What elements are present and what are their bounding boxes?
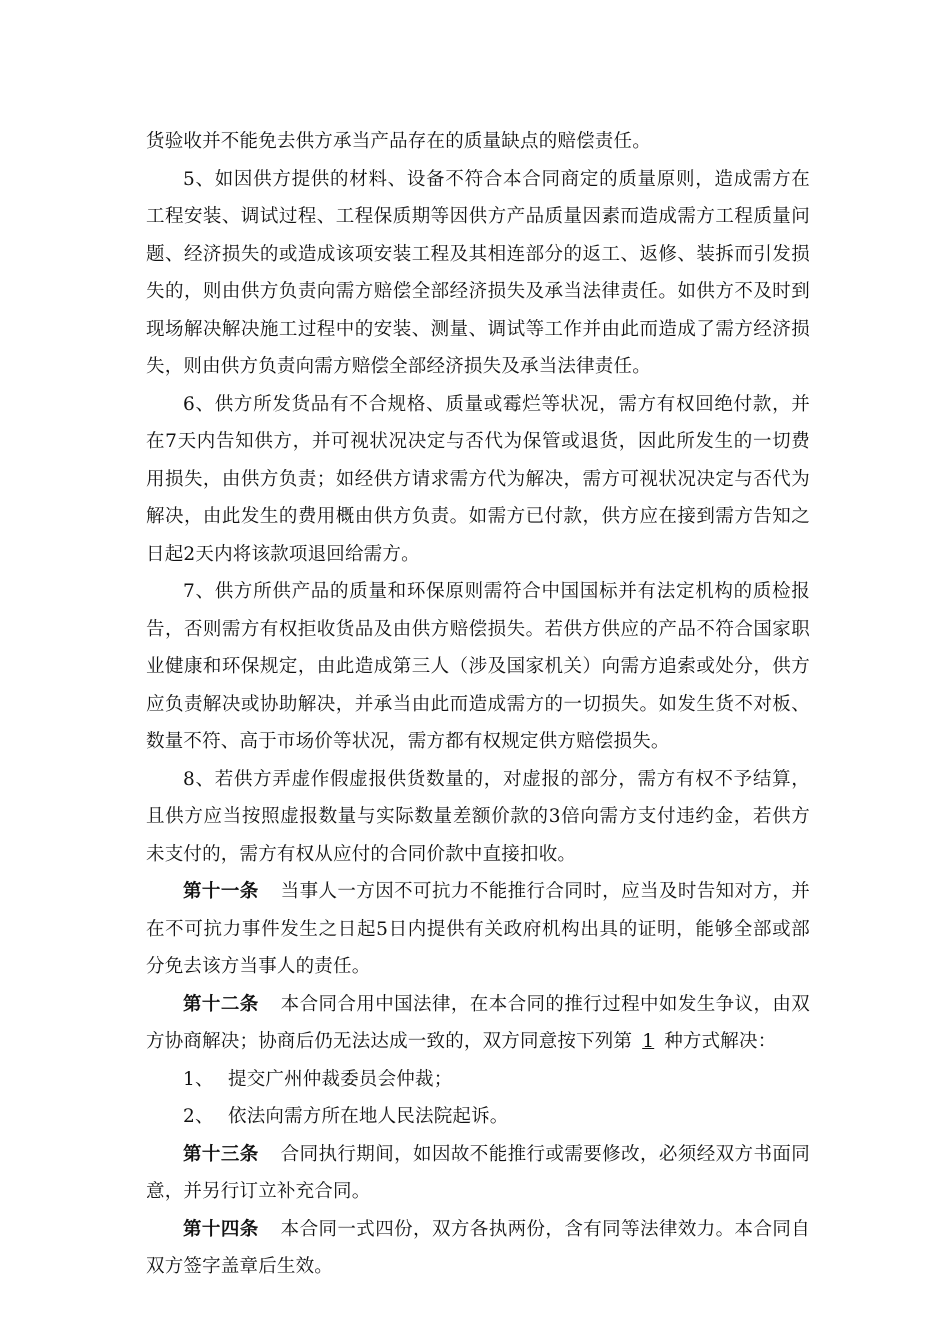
article-12	[146, 986, 810, 1061]
document-page	[146, 123, 810, 1286]
list-item	[146, 1061, 810, 1099]
paragraph-continuation: 货验收并不能免去供方承当产品存在的质量缺点的赔偿责任。	[146, 131, 651, 152]
article-14-title: 第十四条	[183, 1218, 259, 1240]
article-13-title: 第十三条	[183, 1143, 259, 1165]
article-11-title: 第十一条	[183, 881, 259, 902]
list-item-text: 提交广州仲裁委员会仲裁；	[228, 1068, 453, 1090]
article-12-choice: 1	[642, 1031, 655, 1052]
list-item-number: 2、	[183, 1106, 214, 1127]
article-11	[146, 873, 810, 986]
paragraph-clause-8: 8、若供方弄虚作假虚报供货数量的，对虚报的部分，需方有权不予结算，且供方应当按照虚报数量与实际数量差额价款的3倍向需方支付违约金，若供方未支付的，需方有权从应付的合同价款中直接扣收。	[146, 768, 810, 865]
article-14	[146, 1211, 810, 1286]
article-11-text: 当事人一方因不可抗力不能推行合同时，应当及时告知对方，并在不可抗力事件发生之日起5日内提供有关政府机构出具的证明，能够全部或部分免去该方当事人的责任。	[146, 881, 810, 977]
article-12-text-before: 本合同合用中国法律，在本合同的推行过程中如发生争议，由双方协商解决；协商后仍无法达成一致的，双方同意按下列第	[146, 993, 810, 1052]
article-12-title: 第十二条	[183, 993, 259, 1015]
article-12-text-after: 种方式解决：	[664, 1031, 777, 1052]
list-item-number: 1、	[183, 1068, 214, 1090]
list-item	[146, 1098, 810, 1136]
article-13-text: 合同执行期间，如因故不能推行或需要修改，必须经双方书面同意，并另行订立补充合同。	[146, 1143, 810, 1202]
paragraph-clause-6: 6、供方所发货品有不合规格、质量或霉烂等状况，需方有权回绝付款，并在7天内告知供方，并可视状况决定与否代为保管或退货，因此所发生的一切费用损失，由供方负责；如经供方请求需方代为解决，需方可视状况决定与否代为解决，由此发生的费用概由供方负责。如需方已付款，供方应在接到需方告知之日起2天内将该款项退回给需方。	[146, 393, 810, 565]
list-item-text: 依法向需方所在地人民法院起诉。	[228, 1106, 509, 1127]
article-14-text: 本合同一式四份，双方各执两份，含有同等法律效力。本合同自双方签字盖章后生效。	[146, 1218, 810, 1277]
article-13	[146, 1136, 810, 1211]
paragraph-clause-7: 7、供方所供产品的质量和环保原则需符合中国国标并有法定机构的质检报告，否则需方有权拒收货品及由供方赔偿损失。若供方供应的产品不符合国家职业健康和环保规定，由此造成第三人（涉及国家机关）向需方追索或处分，供方应负责解决或协助解决，并承当由此而造成需方的一切损失。如发生货不对板、数量不符、高于市场价等状况，需方都有权规定供方赔偿损失。	[146, 581, 810, 752]
paragraph-clause-5: 5、如因供方提供的材料、设备不符合本合同商定的质量原则，造成需方在工程安装、调试过程、工程保质期等因供方产品质量因素而造成需方工程质量问题、经济损失的或造成该项安装工程及其相连部分的返工、返修、装拆而引发损失的，则由供方负责向需方赔偿全部经济损失及承当法律责任。如供方不及时到现场解决解决施工过程中的安装、测量、调试等工作并由此而造成了需方经济损失，则由供方负责向需方赔偿全部经济损失及承当法律责任。	[146, 168, 810, 377]
